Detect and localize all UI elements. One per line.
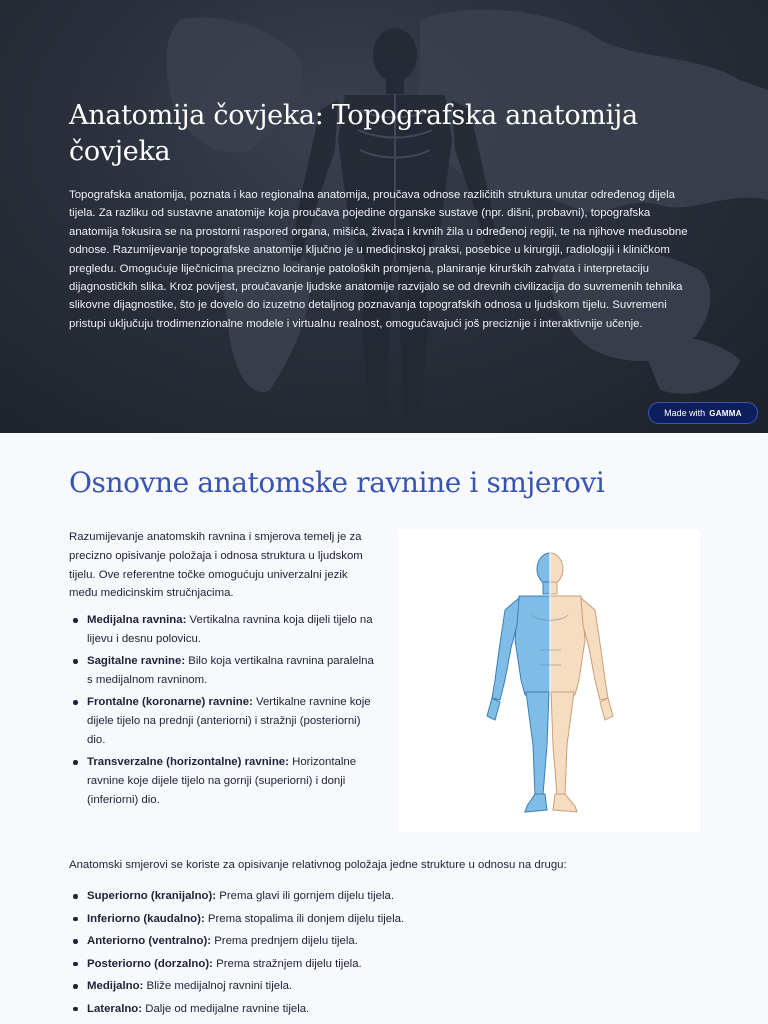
list-item: Transverzalne (horizontalne) ravnine: Horizontalne ravnine koje dijele tijelo na gornji (superiorni) i donji (inferiorni) dio. [69,753,374,809]
section-intro: Razumijevanje anatomskih ravnina i smjerova temelj je za precizno opisivanje položaja i odnosa struktura u ljudskom tijelu. Ove referentne točke omogućuju univerzalni jezik među medicinskim stručnjacima. [69,531,363,600]
list-item: Inferiorno (kaudalno): Prema stopalima ili donjem dijelu tijela. [69,910,709,929]
section-title: Osnovne anatomske ravnine i smjerovi [69,466,605,499]
hero-section [0,0,768,433]
list-item: Anteriorno (ventralno): Prema prednjem dijelu tijela. [69,932,709,951]
human-body-illustration [399,530,700,832]
anatomy-planes-section [0,433,768,1024]
hero-content [69,98,699,333]
list-item: Superiorno (kranijalno): Prema glavi ili gornjem dijelu tijela. [69,887,709,906]
list-item: Lateralno: Dalje od medijalne ravnine tijela. [69,1000,709,1019]
badge-prefix: Made with [664,408,706,418]
body-planes-figure [399,530,700,832]
badge-brand: GAMMA [709,408,742,418]
list-item: Medijalna ravnina: Vertikalna ravnina koja dijeli tijelo na lijevu i desnu polovicu. [69,611,374,649]
list-item: Posteriorno (dorzalno): Prema stražnjem dijelu tijela. [69,955,709,974]
directions-intro: Anatomski smjerovi se koriste za opisivanje relativnog položaja jedne strukture u odnosu na drugu: [69,859,567,871]
list-item: Medijalno: Bliže medijalnoj ravnini tijela. [69,977,709,996]
list-item: Frontalne (koronarne) ravnine: Vertikalne ravnine koje dijele tijelo na prednji (anteriorni) i stražnji (posteriorni) dio. [69,693,374,749]
planes-list [69,611,374,813]
directions-list [69,887,709,1023]
page-title: Anatomija čovjeka: Topografska anatomija čovjeka [69,100,638,167]
made-with-gamma-badge[interactable] [648,402,758,424]
list-item: Sagitalne ravnine: Bilo koja vertikalna ravnina paralelna s medijalnom ravninom. [69,652,374,690]
hero-description: Topografska anatomija, poznata i kao regionalna anatomija, proučava odnose različitih struktura unutar određenog dijela tijela. Za razliku od sustavne anatomije koja proučava pojedine organske sustave (npr. dišni, probavni), topografska anatomija fokusira se na prostorni raspored organa, mišića, živaca i krvnih žila u određenoj regiji, te na njihove međusobne odnose. Razumijevanje topografske anatomije ključno je u medicinskoj praksi, posebice u kirurgiji, radiologiji i kliničkom pregledu. Omogućuje liječnicima precizno lociranje patoloških promjena, planiranje kirurških zahvata i interpretaciju dijagnostičkih slika. Kroz povijest, proučavanje ljudske anatomije razvijalo se od drevnih civilizacija do suvremenih tehnika slikovne dijagnostike, što je dovelo do izuzetno detaljnog poznavanja topografskih odnosa u ljudskom tijelu. Suvremeni pristupi uključuju trodimenzionalne modele i virtualnu realnost, omogućavajući još preciznije i interaktivnije učenje. [69,189,688,330]
